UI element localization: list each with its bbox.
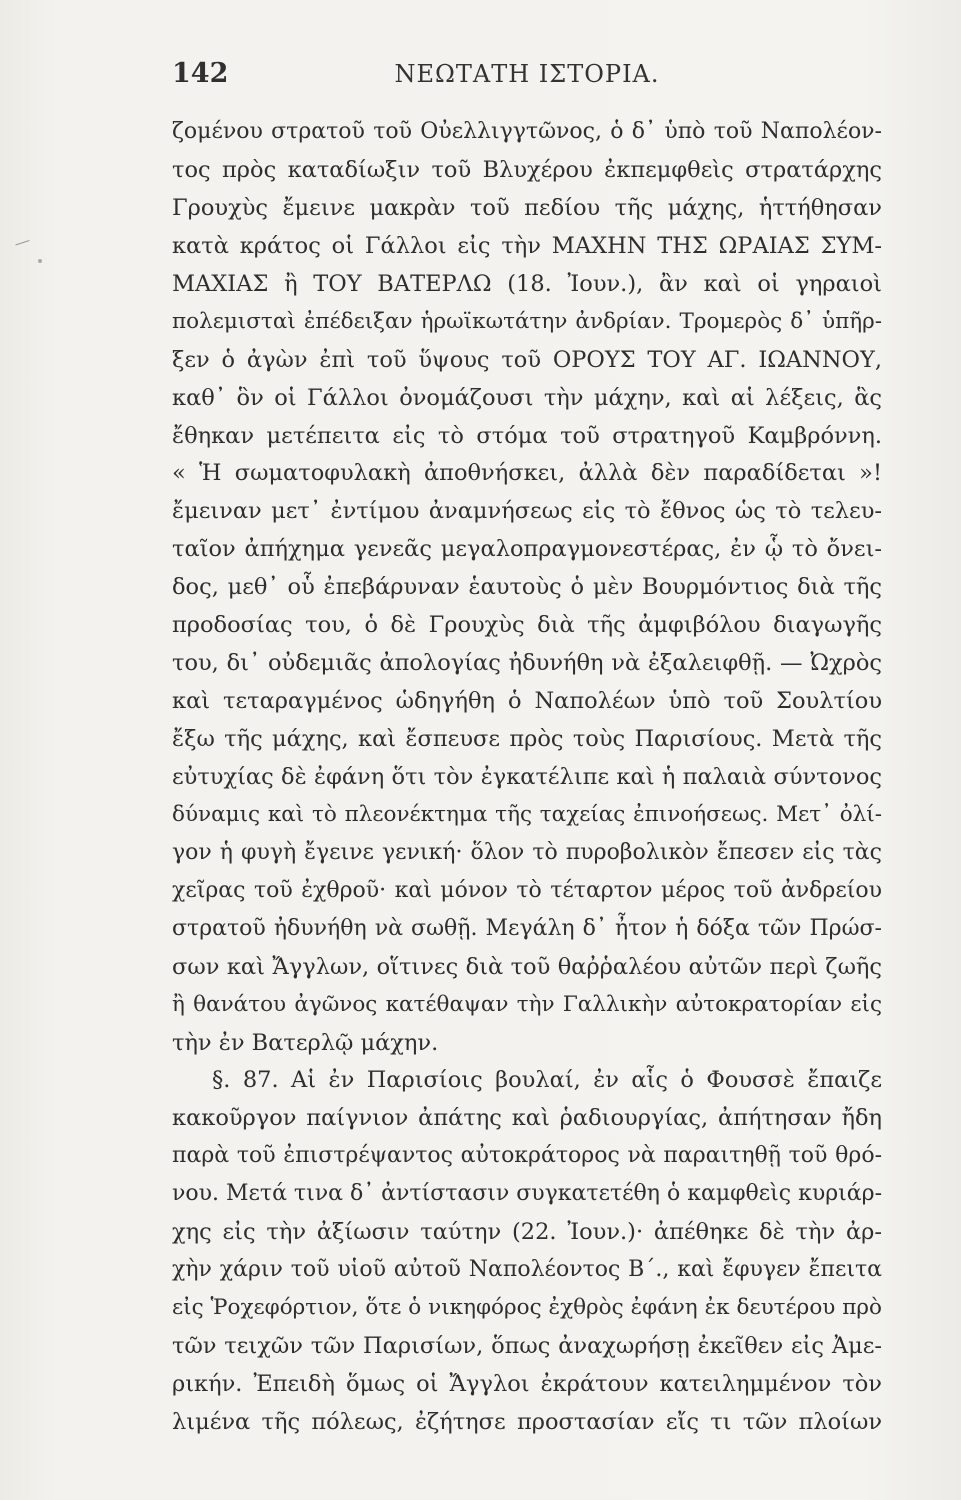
text-line: ζομένου στρατοῦ τοῦ Οὐελλιγγτῶνος, ὁ δ᾽ ὑπὸ τοῦ Ναπολέον- (172, 119, 882, 144)
text-line: ΜΑΧΙΑΣ ἢ ΤΟΥ ΒΑΤΕΡΛΩ (18. Ἰουν.), ἂν καὶ οἱ γηραιοὶ (172, 270, 882, 297)
text-line: προδοσίας του, ὁ δὲ Γρουχὺς διὰ τῆς ἀμφιβόλου διαγωγῆς (172, 612, 882, 639)
text-line: ταῖον ἀπήχημα γενεᾶς μεγαλοπραγμονεστέρας, ἐν ᾧ τὸ ὄνει- (172, 536, 882, 563)
text-line: του, δι᾽ οὐδεμιᾶς ἀπολογίας ἠδυνήθη νὰ ἐξαλειφθῇ. — Ὠχρὸς (172, 650, 882, 677)
text-line: ἢ θανάτου ἀγῶνος κατέθαψαν τὴν Γαλλικὴν αὐτοκρατορίαν εἰς (172, 991, 882, 1017)
text-line: κακοῦργον παίγνιον ἀπάτης καὶ ῥαδιουργίας, ἀπήτησαν ἤδη (172, 1105, 882, 1132)
text-line: νου. Μετά τινα δ᾽ ἀντίστασιν συγκατετέθη ὁ καμφθεὶς κυριάρ- (172, 1181, 883, 1207)
text-line: ρικήν. Ἐπειδὴ ὅμως οἱ Ἄγγλοι ἐκράτουν κατειλημμένον τὸν (172, 1370, 882, 1397)
text-line: χης εἰς τὴν ἀξίωσιν ταύτην (22. Ἰουν.)· ἀπέθηκε δὲ τὴν ἀρ- (172, 1219, 882, 1246)
text-line: γον ἡ φυγὴ ἔγεινε γενική· ὅλον τὸ πυροβολικὸν ἔπεσεν εἰς τὰς (172, 839, 882, 865)
text-line: δύναμις καὶ τὸ πλεονέκτημα τῆς ταχείας ἐπινοήσεως. Μετ᾽ ὀλί- (172, 801, 882, 827)
text-line: « Ἡ σωματοφυλακὴ ἀποθνήσκει, ἀλλὰ δὲν παραδίδεται »! (172, 460, 882, 487)
text-line: ξεν ὁ ἀγὼν ἐπὶ τοῦ ὕψους τοῦ ΟΡΟΥΣ ΤΟΥ ΑΓ. ΙΩΑΝΝΟΥ, (172, 346, 882, 373)
text-line: τῶν τειχῶν τῶν Παρισίων, ὅπως ἀναχωρήσῃ ἐκεῖθεν εἰς Ἀμε- (172, 1333, 882, 1359)
text-line: τος πρὸς καταδίωξιν τοῦ Βλυχέρου ἐκπεμφθεὶς στρατάρχης (172, 156, 882, 183)
text-line: Γρουχὺς ἔμεινε μακρὰν τοῦ πεδίου τῆς μάχης, ἡττήθησαν (172, 194, 882, 221)
body-text (172, 113, 882, 1441)
text-line: εἰς Ῥοχεφόρτιον, ὅτε ὁ νικηφόρος ἐχθρὸς ἐφάνη ἐκ δευτέρου πρὸ (172, 1295, 882, 1321)
text-line: δος, μεθ᾽ οὗ ἐπεβάρυναν ἑαυτοὺς ὁ μὲν Βουρμόντιος διὰ τῆς (172, 574, 882, 601)
text-line: ἔμειναν μετ᾽ ἐντίμου ἀναμνήσεως εἰς τὸ ἔθνος ὡς τὸ τελευ- (172, 498, 882, 525)
page-number: 142 (172, 58, 229, 89)
text-line: καθ᾽ ὃν οἱ Γάλλοι ὀνομάζουσι τὴν μάχην, καὶ αἱ λέξεις, ἃς (172, 384, 882, 411)
text-line: πολεμισταὶ ἐπέδειξαν ἡρωϊκωτάτην ἀνδρίαν. Τρομερὸς δ᾽ ὑπῆρ- (172, 308, 882, 334)
text-line: καὶ τεταραγμένος ὡδηγήθη ὁ Ναπολέων ὑπὸ τοῦ Σουλτίου (172, 688, 882, 715)
text-line: χὴν χάριν τοῦ υἱοῦ αὐτοῦ Ναπολέοντος Β΄., καὶ ἔφυγεν ἔπειτα (172, 1257, 882, 1283)
text-line: ἔξω τῆς μάχης, καὶ ἔσπευσε πρὸς τοὺς Παρισίους. Μετὰ τῆς (172, 726, 882, 752)
text-line: παρὰ τοῦ ἐπιστρέψαντος αὐτοκράτορος νὰ παραιτηθῇ τοῦ θρό- (172, 1143, 882, 1169)
text-line: ἔθηκαν μετέπειτα εἰς τὸ στόμα τοῦ στρατηγοῦ Καμβρόννη. (172, 422, 882, 449)
text-line: λιμένα τῆς πόλεως, ἐζήτησε προστασίαν εἴς τι τῶν πλοίων (172, 1408, 882, 1435)
section-heading-line: §. 87. Αἱ ἐν Παρισίοις βουλαί, ἐν αἷς ὁ Φουσσὲ ἔπαιζε (212, 1067, 882, 1094)
margin-mark: — (11, 229, 33, 254)
text-line: εὐτυχίας δὲ ἐφάνη ὅτι τὸν ἐγκατέλιπε καὶ ἡ παλαιὰ σύντονος (172, 763, 882, 790)
text-line: στρατοῦ ἠδυνήθη νὰ σωθῇ. Μεγάλη δ᾽ ἦτον ἡ δόξα τῶν Πρώσ- (172, 915, 882, 941)
text-line: σων καὶ Ἄγγλων, οἵτινες διὰ τοῦ θαῤῥαλέου αὐτῶν περὶ ζωῆς (172, 953, 882, 980)
margin-dot (38, 259, 42, 263)
text-line: χεῖρας τοῦ ἐχθροῦ· καὶ μόνον τὸ τέταρτον μέρος τοῦ ἀνδρείου (172, 877, 882, 903)
text-line: τὴν ἐν Βατερλῷ μάχην. (172, 1029, 439, 1056)
running-title: ΝΕΩΤΑΤΗ ΙΣΤΟΡΙΑ. (394, 60, 660, 88)
page-header (172, 58, 882, 98)
text-line: κατὰ κράτος οἱ Γάλλοι εἰς τὴν ΜΑΧΗΝ ΤΗΣ ΩΡΑΙΑΣ ΣΥΜ- (172, 232, 882, 259)
